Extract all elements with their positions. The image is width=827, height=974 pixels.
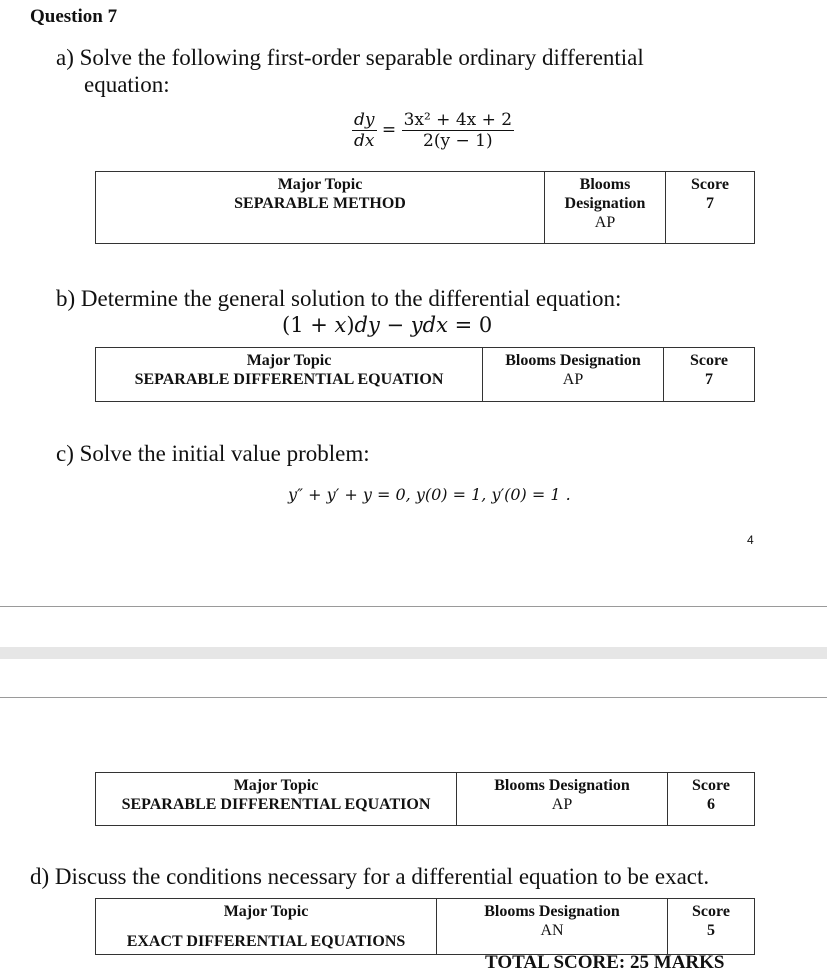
part-a-info-table [95, 171, 755, 244]
part-b-label: b) Determine the general solution to the differential equation: [56, 286, 622, 311]
topic-value: SEPARABLE DIFFERENTIAL EQUATION [121, 796, 431, 813]
part-d-info-table [95, 898, 755, 955]
part-a-equation [352, 110, 514, 151]
blooms-header: Blooms Designation [484, 903, 620, 920]
blooms-header: Blooms [579, 176, 631, 193]
part-d-label: d) Discuss the conditions necessary for a differential equation to be exact. [30, 864, 710, 889]
score-header: Score [692, 903, 730, 920]
blooms-value: AP [551, 796, 573, 813]
part-b-equation: (1 + 𝑥)𝑑𝑦 − 𝑦𝑑𝑥 = 0 [282, 313, 493, 337]
page-top-rule [0, 697, 827, 698]
score-value: 5 [707, 922, 715, 939]
topic-value: SEPARABLE METHOD [234, 195, 406, 212]
part-c-info-table [95, 772, 755, 826]
lhs-denominator: dx [354, 131, 375, 151]
score-header: Score [690, 352, 728, 369]
topic-header: Major Topic [233, 777, 319, 794]
question-title: Question 7 [30, 6, 118, 27]
score-value: 6 [707, 796, 715, 813]
part-a-label: a) Solve the following first-order separable ordinary differential [56, 45, 644, 70]
blooms-header: Blooms Designation [494, 777, 630, 794]
score-header: Score [691, 176, 729, 193]
blooms-header-cont: Designation [564, 195, 646, 212]
blooms-value: AN [540, 922, 564, 939]
rhs-denominator: 2(y − 1) [423, 131, 493, 151]
topic-header: Major Topic [223, 903, 309, 920]
score-value: 7 [705, 371, 713, 388]
blooms-value: AP [594, 214, 616, 231]
score-header: Score [692, 777, 730, 794]
lhs-numerator: dy [354, 110, 375, 130]
part-b-info-table [95, 347, 755, 402]
page-bottom-rule [0, 606, 827, 607]
topic-header: Major Topic [277, 176, 363, 193]
total-score: TOTAL SCORE: 25 MARKS [485, 952, 725, 973]
part-a-label-cont: equation: [84, 72, 170, 97]
rhs-numerator: 3x² + 4x + 2 [403, 110, 513, 130]
page-gap [0, 647, 827, 659]
blooms-header: Blooms Designation [505, 352, 641, 369]
topic-header: Major Topic [246, 352, 332, 369]
part-c-label: c) Solve the initial value problem: [56, 441, 370, 466]
page-number: 4 [747, 533, 754, 547]
score-value: 7 [706, 195, 714, 212]
equals-sign: = [381, 120, 397, 140]
topic-value: SEPARABLE DIFFERENTIAL EQUATION [134, 371, 444, 388]
part-c-equation: y″ + y′ + y = 0, y(0) = 1, y′(0) = 1 . [288, 485, 571, 504]
topic-value: EXACT DIFFERENTIAL EQUATIONS [126, 933, 406, 950]
blooms-value: AP [562, 371, 584, 388]
